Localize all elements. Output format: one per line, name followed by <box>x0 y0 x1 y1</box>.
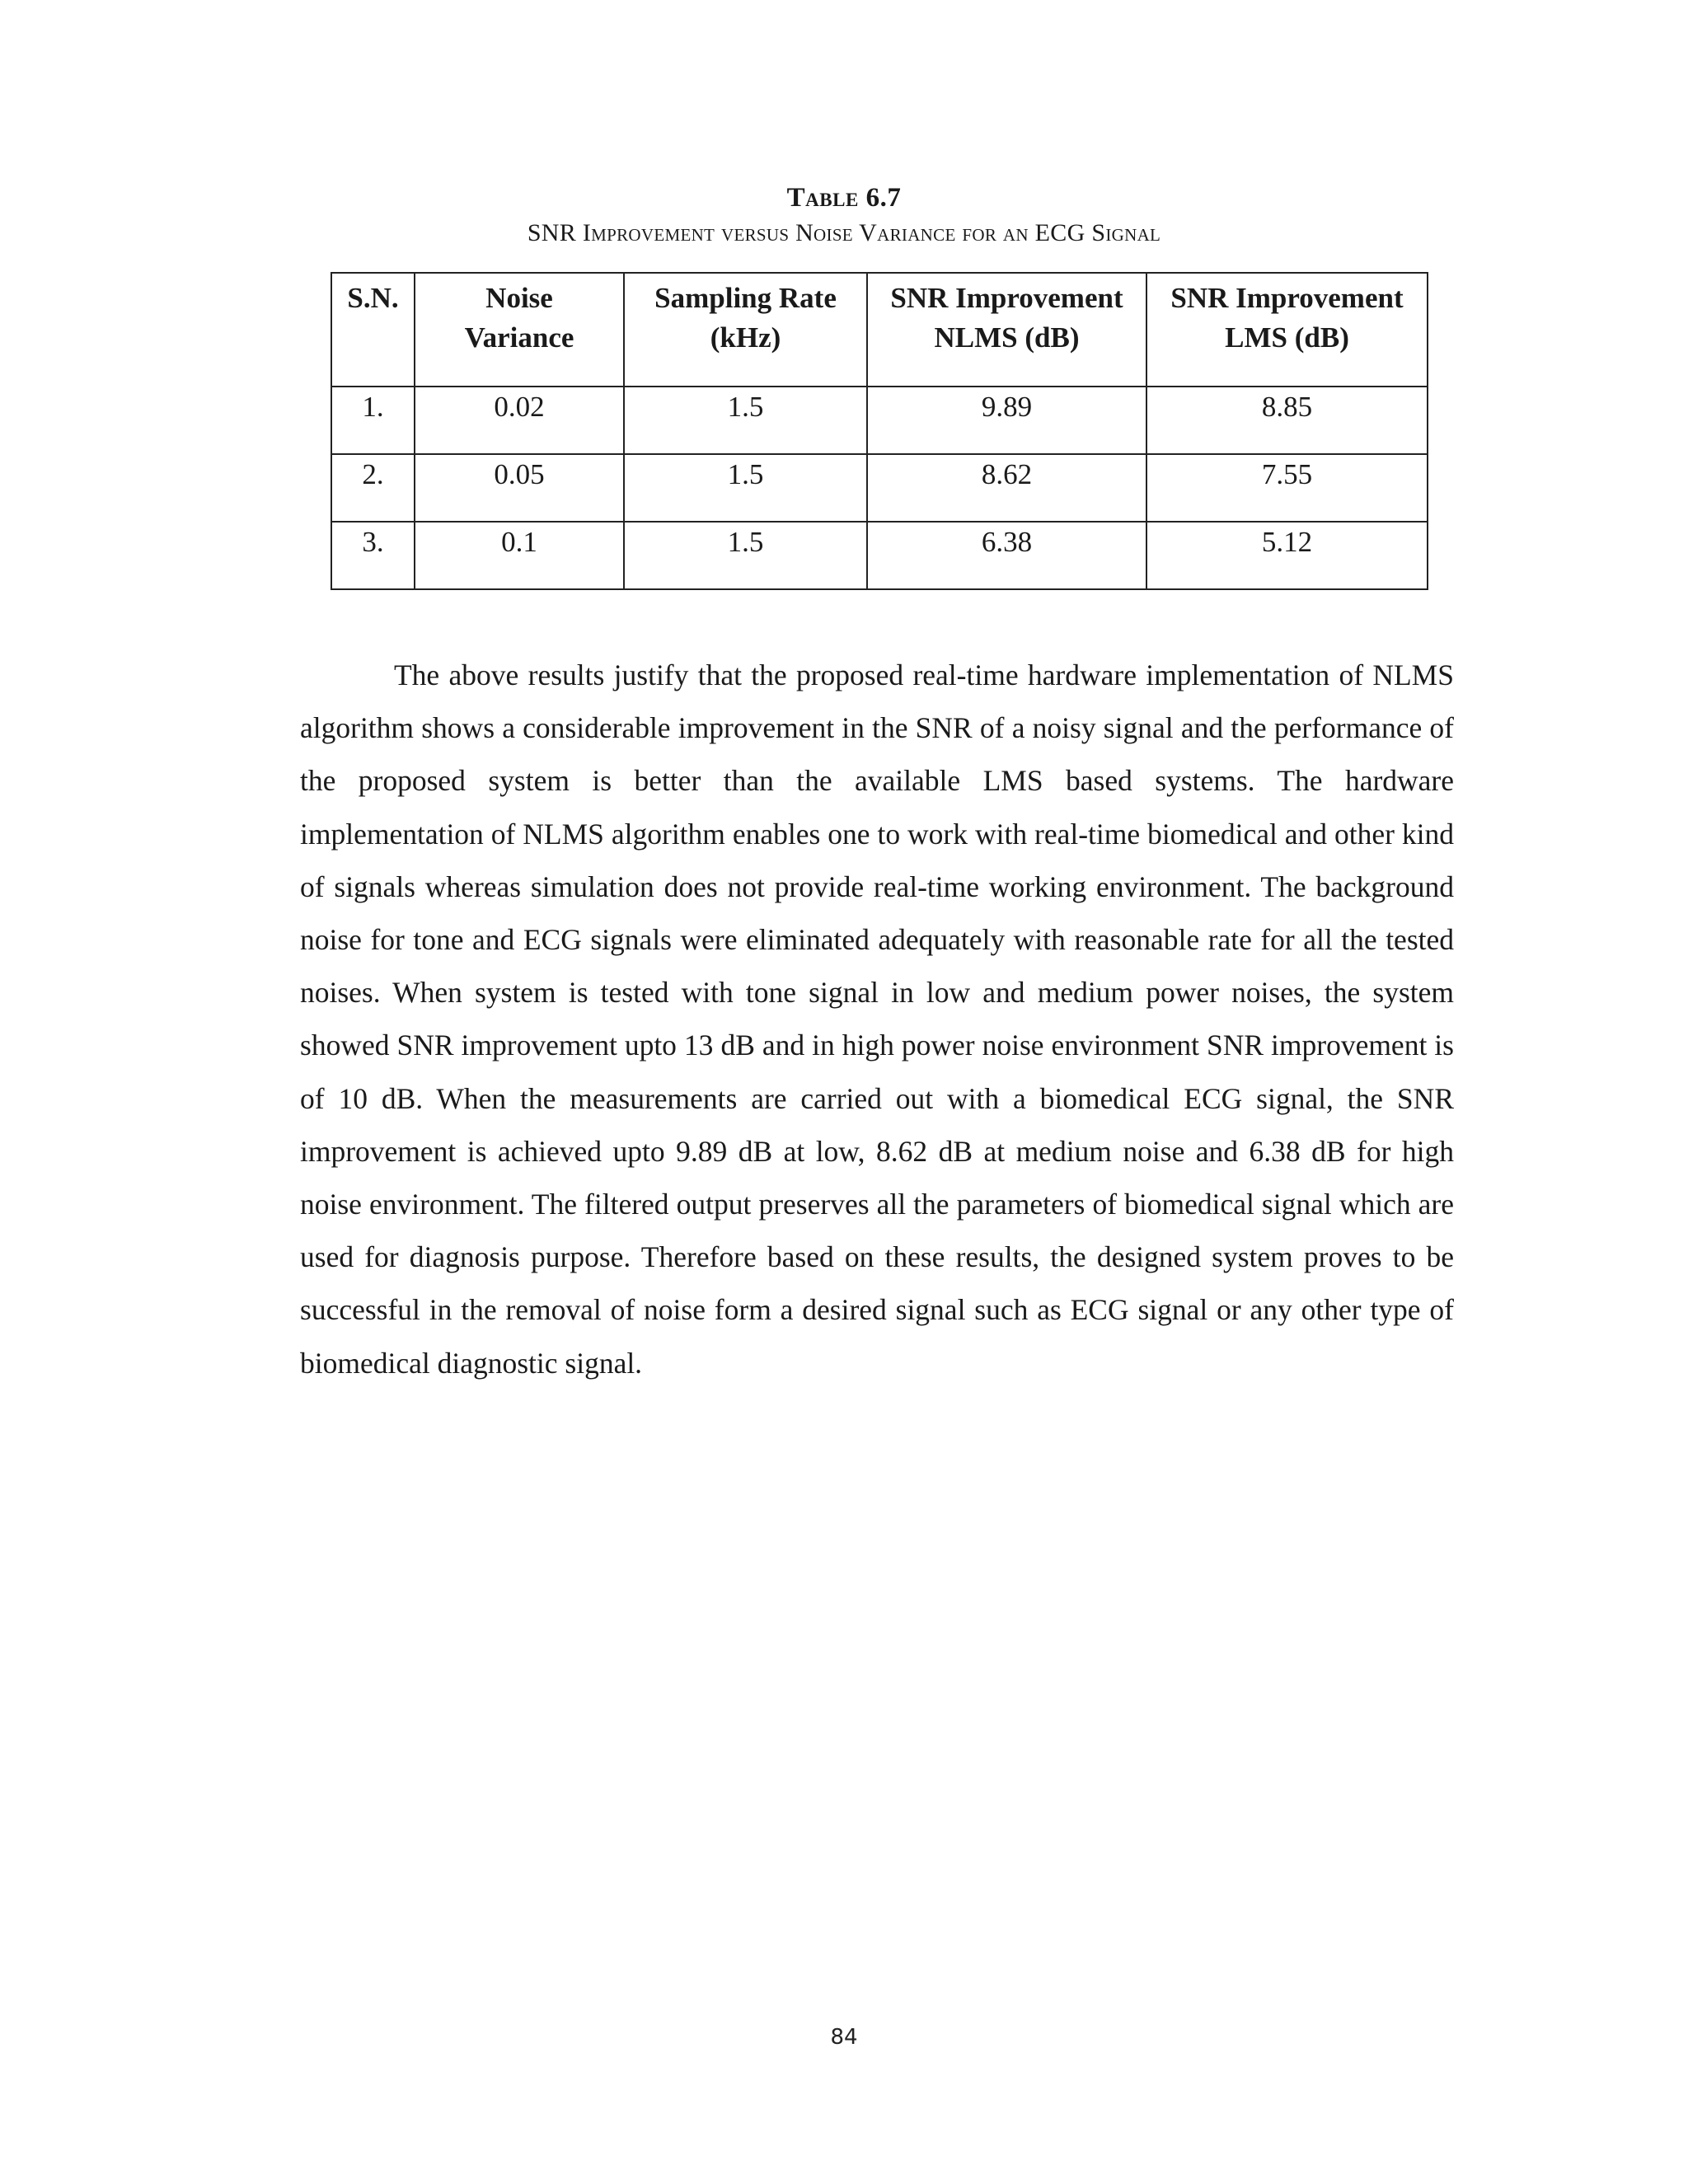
header-noise-variance: Noise Variance <box>415 273 624 387</box>
table-row <box>331 522 1428 589</box>
cell-sampling-rate: 1.5 <box>624 522 867 589</box>
cell-sn: 2. <box>331 454 415 522</box>
cell-noise-variance: 0.05 <box>415 454 624 522</box>
table-row <box>331 454 1428 522</box>
header-sampling-rate: Sampling Rate (kHz) <box>624 273 867 387</box>
cell-snr-lms: 5.12 <box>1146 522 1428 589</box>
table-row <box>331 387 1428 454</box>
cell-sampling-rate: 1.5 <box>624 454 867 522</box>
cell-noise-variance: 0.1 <box>415 522 624 589</box>
header-snr-nlms: SNR Improvement NLMS (dB) <box>867 273 1146 387</box>
header-sn: S.N. <box>331 273 415 387</box>
header-snr-lms: SNR Improvement LMS (dB) <box>1146 273 1428 387</box>
cell-snr-lms: 7.55 <box>1146 454 1428 522</box>
cell-sampling-rate: 1.5 <box>624 387 867 454</box>
results-paragraph: The above results justify that the proposed real-time hardware implementation of NLMS algorithm shows a considerable improvement in the SNR of a noisy signal and the performance of the proposed system is better than the available LMS based systems. The hardware implementation of NLMS algorithm enables one to work with real-time biomedical and other kind of signals whereas simulation does not provide real-time working environment. The background noise for tone and ECG signals were eliminated adequately with reasonable rate for all the tested noises. When system is tested with tone signal in low and medium power noises, the system showed SNR improvement upto 13 dB and in high power noise environment SNR improvement is of 10 dB. When the measurements are carried out with a biomedical ECG signal, the SNR improvement is achieved upto 9.89 dB at low, 8.62 dB at medium noise and 6.38 dB for high noise environment. The filtered output preserves all the parameters of biomedical signal which are used for diagnosis purpose. Therefore based on these results, the designed system proves to be successful in the removal of noise form a desired signal such as ECG signal or any other type of biomedical diagnostic signal. <box>300 658 1454 1380</box>
cell-snr-nlms: 6.38 <box>867 522 1146 589</box>
cell-noise-variance: 0.02 <box>415 387 624 454</box>
snr-results-table <box>331 272 1428 590</box>
table-label: Table 6.7 <box>786 183 902 213</box>
cell-snr-lms: 8.85 <box>1146 387 1428 454</box>
page-number: 84 <box>830 2025 858 2050</box>
cell-snr-nlms: 8.62 <box>867 454 1146 522</box>
cell-sn: 3. <box>331 522 415 589</box>
table-title: SNR Improvement versus Noise Variance for an ECG Signal <box>527 219 1161 246</box>
table-header-row <box>331 273 1428 387</box>
cell-sn: 1. <box>331 387 415 454</box>
cell-snr-nlms: 9.89 <box>867 387 1146 454</box>
